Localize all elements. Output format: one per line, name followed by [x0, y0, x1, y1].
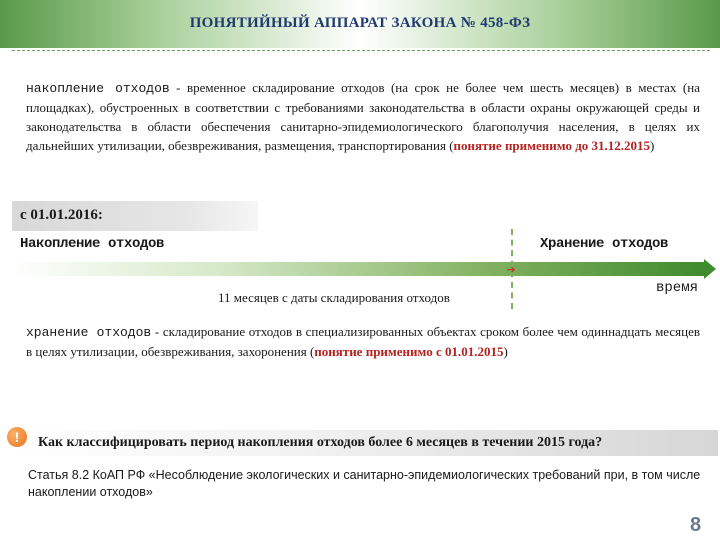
storage-text: - складирование отходов в специализированных объектах сроком более чем одиннадцать месяцев в целях утилизации, обезвреживания, захоронения (: [26, 324, 700, 359]
storage-label: Хранение отходов: [540, 236, 669, 252]
page-title: ПОНЯТИЙНЫЙ АППАРАТ ЗАКОНА № 458-ФЗ: [189, 15, 531, 31]
storage-definition: [26, 322, 700, 361]
threshold-marker-icon: ➔: [506, 263, 516, 276]
accumulation-text: - временное складирование отходов (на срок не более чем шесть месяцев) в местах (на площадках), обустроенных в соответствии с требованиями законодательства в области охраны окружающей среды и законодательства в области обеспечения санитарно-эпидемиологического благополучия населения, в целях их дальнейших утилизации, обезвреживания, размещения, транспортирования (: [26, 80, 700, 153]
accumulation-label: Накопление отходов: [20, 236, 165, 252]
storage-close: ): [503, 344, 508, 359]
header-divider: [12, 50, 710, 51]
storage-term: хранение отходов: [26, 325, 152, 340]
timeline-arrow: [12, 262, 704, 276]
threshold-label: 11 месяцев с даты складирования отходов: [218, 290, 450, 305]
storage-note: понятие применимо с 01.01.2015: [314, 344, 504, 359]
accumulation-term: накопление отходов: [26, 81, 170, 96]
accumulation-definition: [26, 78, 700, 155]
question-text: Как классифицировать период накопления отходов более 6 месяцев в течении 2015 года?: [38, 435, 603, 450]
accumulation-close: ): [650, 138, 655, 153]
from-date-label: с 01.01.2016:: [20, 207, 103, 223]
time-axis-label: время: [656, 280, 699, 296]
accumulation-note: понятие применимо до 31.12.2015: [453, 138, 651, 153]
article-reference: Статья 8.2 КоАП РФ «Несоблюдение экологических и санитарно-эпидемиологических требований при, в том числе накоплении отходов»: [28, 468, 701, 499]
page-number: 8: [690, 514, 702, 536]
arrow-head-icon: [704, 259, 716, 279]
exclamation-icon: !: [7, 427, 27, 447]
